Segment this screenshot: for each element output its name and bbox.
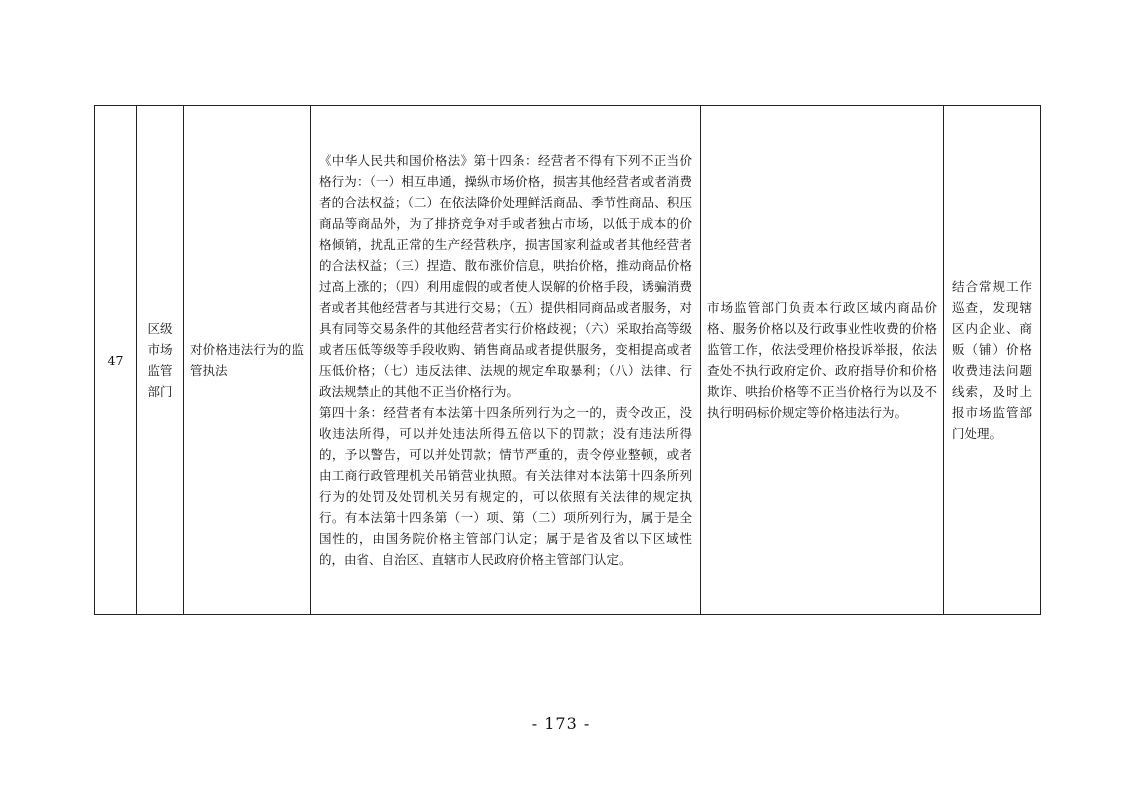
cooperation-text: 结合常规工作巡查，发现辖区内企业、商贩（铺）价格收费违法问题线索，及时上报市场监管部门处理。: [952, 279, 1032, 441]
legal-basis-cell: [311, 106, 701, 615]
cooperation-cell: [944, 106, 1041, 615]
department-name: 区级市场监管部门: [147, 321, 173, 399]
item-cell: [184, 106, 311, 615]
page-number: - 173 -: [531, 714, 591, 733]
row-number: 47: [107, 352, 124, 368]
legal-basis-article-40: 第四十条：经营者有本法第十四条所列行为之一的，责令改正，没收违法所得，可以并处违法所得五倍以下的罚款；没有违法所得的，予以警告，可以并处罚款；情节严重的，责令停业整顿，或者由工商行政管理机关吊销营业执照。有关法律对本法第十四条所列行为的处罚及处罚机关另有规定的，可以依照有关法律的规定执行。有本法第十四条第（一）项、第（二）项所列行为，属于是全国性的，由国务院价格主管部门认定；属于是省及省以下区域性的，由省、自治区、直辖市人民政府价格主管部门认定。: [319, 405, 692, 567]
department-cell: [137, 106, 184, 615]
legal-basis-article-14: 《中华人民共和国价格法》第十四条：经营者不得有下列不正当价格行为：（一）相互串通，操纵市场价格，损害其他经营者或者消费者的合法权益；（二）在依法降价处理鲜活商品、季节性商品、积压商品等商品外，为了排挤竞争对手或者独占市场，以低于成本的价格倾销，扰乱正常的生产经营秩序，损害国家利益或者其他经营者的合法权益；（三）捏造、散布涨价信息，哄抬价格，推动商品价格过高上涨的；（四）利用虚假的或者使人误解的价格手段，诱骗消费者或者其他经营者与其进行交易；（五）提供相同商品或者服务，对具有同等交易条件的其他经营者实行价格歧视；（六）采取抬高等级或者压低等级等手段收购、销售商品或者提供服务，变相提高或者压低价格；（七）违反法律、法规的规定牟取暴利；（八）法律、行政法规禁止的其他不正当价格行为。: [319, 153, 692, 399]
table-row: [95, 106, 1041, 615]
item-name: 对价格违法行为的监管执法: [190, 342, 304, 378]
row-number-cell: [95, 106, 137, 615]
responsibility-cell: [701, 106, 944, 615]
responsibility-text: 市场监管部门负责本行政区域内商品价格、服务价格以及行政事业性收费的价格监管工作，依法受理价格投诉举报，依法查处不执行政府定价、政府指导价和价格欺诈、哄抬价格等不正当价格行为以及不执行明码标价规定等价格违法行为。: [707, 300, 937, 420]
responsibility-table: [94, 105, 1041, 615]
